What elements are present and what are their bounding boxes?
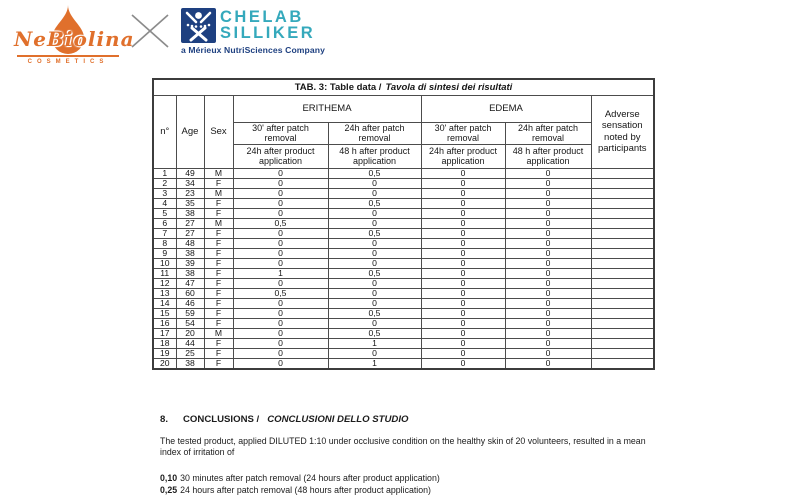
table-cell: 0	[328, 298, 421, 308]
table-cell: 0	[233, 298, 328, 308]
table-cell: 0	[505, 258, 591, 268]
table-cell: 38	[176, 208, 204, 218]
table-cell: 0,5	[328, 308, 421, 318]
table-cell: 0	[421, 218, 505, 228]
table-cell	[591, 278, 654, 288]
table-row	[153, 168, 654, 178]
table-cell: 35	[176, 198, 204, 208]
table-cell: F	[204, 208, 233, 218]
table-cell: 10	[153, 258, 176, 268]
table-cell: 0	[421, 258, 505, 268]
table-cell: 0	[421, 268, 505, 278]
table-cell: 0,5	[233, 218, 328, 228]
table-cell	[591, 318, 654, 328]
table-cell: 0	[505, 328, 591, 338]
table-row	[153, 348, 654, 358]
subcol-edema-application-24h: 24h after product application	[421, 144, 505, 168]
table-cell: 0,5	[328, 198, 421, 208]
table-cell: F	[204, 348, 233, 358]
table-cell	[591, 198, 654, 208]
table-cell: 5	[153, 208, 176, 218]
table-cell: 0	[421, 328, 505, 338]
table-cell: 0	[421, 278, 505, 288]
table-cell	[591, 168, 654, 178]
table-cell: 0	[233, 348, 328, 358]
nebiolina-divider-line	[17, 55, 119, 57]
chelab-wordmark-line1: CHELAB	[220, 8, 304, 26]
table-cell: 0	[328, 238, 421, 248]
table-cell: 49	[176, 168, 204, 178]
table-cell: 0	[421, 348, 505, 358]
table-row	[153, 238, 654, 248]
table-cell	[591, 348, 654, 358]
table-cell: F	[204, 228, 233, 238]
table-cell: 0	[505, 358, 591, 369]
table-cell: 19	[153, 348, 176, 358]
table-cell: 7	[153, 228, 176, 238]
table-cell: 0	[328, 188, 421, 198]
nebiolina-subtitle: COSMETICS	[27, 59, 109, 65]
table-cell: 0	[233, 248, 328, 258]
table-cell: 20	[176, 328, 204, 338]
conclusions-section	[160, 414, 665, 496]
table-row	[153, 268, 654, 278]
subcol-erithema-removal-24h: 24h after patch removal	[328, 122, 421, 144]
table-cell: 0,5	[233, 288, 328, 298]
table-cell	[591, 328, 654, 338]
table-cell: F	[204, 288, 233, 298]
table-cell: 0	[505, 278, 591, 288]
nebiolina-brand-text: NeBiolina	[14, 27, 135, 51]
table-cell	[591, 298, 654, 308]
table-cell: 23	[176, 188, 204, 198]
table-cell: 0	[421, 238, 505, 248]
table-cell: 0	[421, 178, 505, 188]
table-cell: 0	[505, 218, 591, 228]
table-cell: 0	[505, 198, 591, 208]
table-cell: 0	[505, 298, 591, 308]
table-cell: 1	[328, 338, 421, 348]
table-cell: 0	[505, 208, 591, 218]
table-cell: F	[204, 238, 233, 248]
table-cell: 0	[328, 208, 421, 218]
table-cell: 60	[176, 288, 204, 298]
table-cell: 0	[233, 308, 328, 318]
table-row	[153, 198, 654, 208]
table-cell: 25	[176, 348, 204, 358]
table-cell: 27	[176, 218, 204, 228]
table-cell: 0	[233, 168, 328, 178]
table-title-italic: Tavola di sintesi dei risultati	[385, 81, 513, 93]
x-separator-icon	[128, 12, 172, 50]
chelab-wordmark-line2: SILLIKER	[220, 24, 316, 42]
table-title-main: TAB. 3: Table data /	[294, 81, 382, 93]
result-value: 0,25	[160, 484, 178, 495]
table-cell: 0	[505, 288, 591, 298]
table-cell: 38	[176, 268, 204, 278]
table-cell: 0	[233, 278, 328, 288]
table-row	[153, 228, 654, 238]
table-cell: 27	[176, 228, 204, 238]
result-value: 0,10	[160, 472, 178, 483]
table-cell: 0	[233, 198, 328, 208]
subcol-edema-application-48h: 48 h after product application	[505, 144, 591, 168]
table-cell: 54	[176, 318, 204, 328]
table-cell: F	[204, 248, 233, 258]
conclusions-heading	[160, 414, 665, 425]
table-cell: 4	[153, 198, 176, 208]
table-cell: 0	[421, 168, 505, 178]
table-row	[153, 208, 654, 218]
table-row	[153, 338, 654, 348]
col-header-adverse: Adverse sensation noted by participants	[591, 95, 654, 168]
table-cell: 0	[233, 358, 328, 369]
table-cell: 0	[328, 258, 421, 268]
table-row	[153, 178, 654, 188]
table-cell	[591, 208, 654, 218]
table-cell: 0	[233, 318, 328, 328]
table-cell: 38	[176, 358, 204, 369]
subcol-edema-removal-24h: 24h after patch removal	[505, 122, 591, 144]
table-row	[153, 318, 654, 328]
table-cell	[591, 228, 654, 238]
table-cell: 38	[176, 248, 204, 258]
table-cell	[591, 338, 654, 348]
table-cell: 0,5	[328, 168, 421, 178]
conclusions-heading-italic: CONCLUSIONI DELLO STUDIO	[267, 414, 409, 425]
table-cell: 0	[328, 288, 421, 298]
table-cell: M	[204, 168, 233, 178]
table-cell: 0	[505, 308, 591, 318]
nebiolina-logo	[14, 3, 135, 67]
table-cell: 0	[233, 228, 328, 238]
table-cell: F	[204, 358, 233, 369]
table-cell: 0	[505, 188, 591, 198]
table-row	[153, 298, 654, 308]
table-cell: 0	[328, 248, 421, 258]
subcol-erithema-application-48h: 48 h after product application	[328, 144, 421, 168]
table-cell: 8	[153, 238, 176, 248]
table-cell: 12	[153, 278, 176, 288]
table-cell: 0	[505, 338, 591, 348]
table-cell	[591, 238, 654, 248]
table-cell	[591, 288, 654, 298]
table-cell: 0	[421, 358, 505, 369]
result-lines	[160, 472, 665, 497]
table-cell: 0	[328, 348, 421, 358]
col-header-sex: Sex	[204, 95, 233, 168]
table-cell: 0	[505, 248, 591, 258]
table-cell: 0	[233, 188, 328, 198]
conclusions-heading-main: CONCLUSIONS /	[183, 414, 260, 425]
table-cell: 48	[176, 238, 204, 248]
table-row	[153, 248, 654, 258]
table-cell: 0,5	[328, 328, 421, 338]
table-cell	[591, 358, 654, 369]
table-cell: F	[204, 318, 233, 328]
table-cell	[591, 268, 654, 278]
table-cell: 34	[176, 178, 204, 188]
table-cell: 0	[421, 288, 505, 298]
chelab-silliker-logo	[181, 8, 325, 55]
table-cell: F	[204, 278, 233, 288]
table-cell: 0	[328, 278, 421, 288]
chelab-figure-icon	[181, 8, 216, 43]
table-cell: 0	[421, 208, 505, 218]
subcol-edema-removal-30: 30' after patch removal	[421, 122, 505, 144]
table-cell: 0	[421, 198, 505, 208]
table-cell: 0	[505, 238, 591, 248]
table-cell: 20	[153, 358, 176, 369]
table-cell: 1	[233, 268, 328, 278]
table-cell: 46	[176, 298, 204, 308]
table-cell: 9	[153, 248, 176, 258]
results-table	[152, 78, 655, 370]
table-cell: 1	[153, 168, 176, 178]
table-row	[153, 288, 654, 298]
table-cell: 0	[328, 318, 421, 328]
table-cell: 15	[153, 308, 176, 318]
table-cell: F	[204, 308, 233, 318]
table-cell: 0	[421, 338, 505, 348]
table-cell: 0	[505, 228, 591, 238]
table-cell: 44	[176, 338, 204, 348]
table-cell: 16	[153, 318, 176, 328]
table-cell: 0	[233, 328, 328, 338]
col-header-age: Age	[176, 95, 204, 168]
table-cell	[591, 248, 654, 258]
table-title-row	[153, 79, 654, 95]
table-row	[153, 258, 654, 268]
table-cell: 3	[153, 188, 176, 198]
table-group-header-row	[153, 95, 654, 122]
table-cell	[591, 308, 654, 318]
table-cell: 0	[505, 268, 591, 278]
table-cell: 39	[176, 258, 204, 268]
table-cell: 0	[421, 308, 505, 318]
table-cell: M	[204, 328, 233, 338]
table-cell: F	[204, 198, 233, 208]
table-cell: 0	[233, 258, 328, 268]
table-cell: 0	[421, 298, 505, 308]
col-header-erithema: ERITHEMA	[233, 95, 421, 122]
table-cell: 11	[153, 268, 176, 278]
table-cell: 0	[233, 338, 328, 348]
table-body	[153, 168, 654, 369]
table-cell	[591, 258, 654, 268]
table-cell: 0	[421, 228, 505, 238]
table-cell	[591, 178, 654, 188]
table-cell: 0	[505, 348, 591, 358]
table-title	[153, 79, 654, 95]
table-cell: F	[204, 268, 233, 278]
results-table-wrap	[152, 78, 655, 370]
table-cell: 0	[421, 188, 505, 198]
table-cell: 0,5	[328, 228, 421, 238]
table-cell: F	[204, 338, 233, 348]
table-cell: 6	[153, 218, 176, 228]
table-cell	[591, 188, 654, 198]
table-cell: 47	[176, 278, 204, 288]
table-cell: 0	[328, 218, 421, 228]
subcol-erithema-application-24h: 24h after product application	[233, 144, 328, 168]
table-cell: 0	[505, 178, 591, 188]
table-cell: 59	[176, 308, 204, 318]
table-cell: 14	[153, 298, 176, 308]
table-cell: 0	[233, 178, 328, 188]
table-cell: F	[204, 258, 233, 268]
table-cell: 18	[153, 338, 176, 348]
conclusions-paragraph: The tested product, applied DILUTED 1:10 under occlusive condition on the healthy skin of 20 volunteers, resulted in a mean index of irritation of	[160, 436, 646, 458]
table-cell: F	[204, 298, 233, 308]
subcol-erithema-removal-30: 30' after patch removal	[233, 122, 328, 144]
table-row	[153, 308, 654, 318]
chelab-tagline: a Mérieux NutriSciences Company	[181, 45, 325, 55]
result-line: 0,25 24 hours after patch removal (48 hours after product application)	[160, 484, 431, 495]
section-number: 8.	[160, 414, 169, 425]
table-cell: 0	[421, 248, 505, 258]
table-cell: 0	[328, 178, 421, 188]
table-row	[153, 328, 654, 338]
table-cell: 0	[233, 208, 328, 218]
table-cell: M	[204, 218, 233, 228]
col-header-edema: EDEMA	[421, 95, 591, 122]
table-cell: 0	[505, 168, 591, 178]
table-cell	[591, 218, 654, 228]
table-cell: 0	[505, 318, 591, 328]
table-row	[153, 358, 654, 369]
table-cell: 0	[421, 318, 505, 328]
table-row	[153, 188, 654, 198]
table-cell: 0,5	[328, 268, 421, 278]
table-cell: M	[204, 188, 233, 198]
table-cell: F	[204, 178, 233, 188]
col-header-n: n°	[153, 95, 176, 168]
table-row	[153, 278, 654, 288]
table-cell: 17	[153, 328, 176, 338]
table-cell: 2	[153, 178, 176, 188]
table-cell: 0	[233, 238, 328, 248]
table-cell: 1	[328, 358, 421, 369]
result-line: 0,10 30 minutes after patch removal (24 hours after product application)	[160, 472, 440, 483]
table-cell: 13	[153, 288, 176, 298]
table-row	[153, 218, 654, 228]
